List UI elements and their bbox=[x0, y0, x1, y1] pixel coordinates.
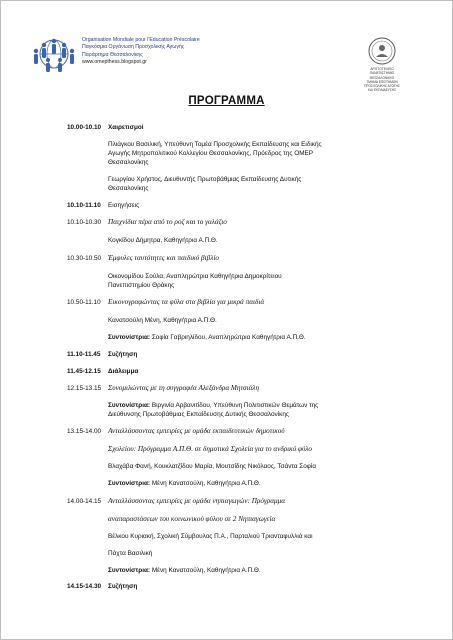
time-slot: 13.15-14.00 bbox=[67, 428, 102, 435]
university-line: ΤΜΗΜΑ ΕΠΙΣΤΗΜΩΝ bbox=[366, 79, 398, 84]
session-title: Χαιρετισμοί bbox=[108, 124, 144, 131]
speaker-line: Θεσσαλονίκης bbox=[108, 159, 149, 166]
moderator-line bbox=[108, 480, 261, 489]
speaker-line: Βλαχάβα Φανή, Κουκλατζίδου Μαρία, Μουτσίδης Νικόλαος, Τσάντα Σοφία bbox=[108, 463, 317, 470]
moderator-label: Συντονίστρια: bbox=[108, 567, 151, 574]
speaker-line: Οικονομίδου Σούλα, Αναπληρώτρια Καθηγήτρια Δημοκρίτειου bbox=[108, 273, 282, 280]
talk-title: αναπαραστάσεων του κοινωνικού φύλου σε 2 Νηπιαγωγεία bbox=[108, 515, 276, 523]
time-slot: 14.15-14.30 bbox=[67, 583, 102, 590]
session-title: Διάλειμμα bbox=[108, 368, 139, 375]
speaker-line: Γεωργίου Χρήστος, Διευθυντής Πρωτοβάθμιας Εκπαίδευσης Δυτικής bbox=[108, 176, 302, 183]
org-name-gr: Παγκόσμια Οργάνωση Προσχολικής Αγωγής bbox=[82, 44, 185, 51]
org-name-fr: Organisation Mondiale pour l'Education Préscolaire bbox=[82, 37, 200, 43]
moderator-line bbox=[108, 334, 306, 343]
time-slot: 11.10-11.45 bbox=[67, 351, 101, 358]
moderator-name: Μένη Κανατσούλη, Καθηγήτρια Α.Π.Θ. bbox=[151, 567, 261, 574]
speaker-line: Κογκίδου Δήμητρα, Καθηγήτρια Α.Π.Θ. bbox=[108, 237, 218, 244]
moderator-name: Βιργινία Αρβανιτίδου, Υπεύθυνη Πολιτιστικών Θεμάτων της bbox=[151, 402, 319, 409]
speaker-line: Διεύθυνσης Πρωτοβάθμιας Εκπαίδευσης Δυτικής Θεσσαλονίκης bbox=[108, 411, 289, 418]
page-title: ΠΡΟΓΡΑΜΜΑ bbox=[188, 95, 265, 107]
speaker-line: Βέλκου Κυριακή, Σχολική Σύμβουλος Π.Α., Παρταλιού Τριανταφυλλιά και bbox=[108, 533, 313, 540]
moderator-line bbox=[108, 402, 318, 411]
talk-title: Εικονογραφώντας τα φύλα στα βιβλία για μικρά παιδιά bbox=[108, 298, 265, 306]
talk-title: Παιχνίδια πέρα από το ροζ και το γαλάζιο bbox=[108, 218, 227, 226]
org-branch: Παράρτημα Θεσσαλονίκης bbox=[82, 51, 143, 58]
talk-title: Σχολείου: Πρόγραμμα Α.Π.Θ. σε δημοτικά Σχολεία για το ανδρικό φύλο bbox=[108, 445, 312, 453]
university-line: ΚΑΙ ΕΚΠΑΙΔΕΥΣΗΣ bbox=[367, 88, 397, 93]
speaker-line: Πάχτα Βασιλική bbox=[108, 550, 153, 557]
university-line: ΘΕΣΣΑΛΟΝΙΚΗΣ bbox=[369, 75, 395, 80]
time-slot: 10.10-10.30 bbox=[67, 219, 102, 226]
time-slot: 12.15-13.15 bbox=[67, 385, 102, 392]
speaker-line: Κανατσούλη Μένη, Καθηγήτρια Α.Π.Θ. bbox=[108, 317, 217, 324]
university-seal-icon bbox=[366, 36, 398, 66]
talk-title: Συνομιλώντας με τη συγγραφέα Αλεξάνδρα Μητσιάλη bbox=[108, 384, 260, 392]
time-slot: 11.45-12.15 bbox=[67, 368, 101, 375]
time-slot: 14.00-14.15 bbox=[67, 498, 102, 505]
session-title: Εισηγήσεις bbox=[108, 202, 140, 209]
moderator-line bbox=[108, 567, 261, 576]
organisation-info bbox=[82, 37, 200, 66]
time-slot: 10.30-10.50 bbox=[67, 255, 102, 262]
talk-title: Ανταλλάσσοντας εμπειρίες με ομάδα νηπιαγωγών: Πρόγραμμα bbox=[108, 497, 285, 505]
session-title: Συζήτηση bbox=[108, 351, 138, 358]
org-website-link[interactable]: www.omepthess.blogspot.gr bbox=[82, 58, 147, 65]
university-line: ΠΑΝΕΠΙΣΤΗΜΙΟ bbox=[369, 71, 395, 76]
moderator-name: Μένη Κανατσούλη, Καθηγήτρια Α.Π.Θ. bbox=[151, 480, 261, 487]
talk-title: Ανταλλάσσοντας εμπειρίες με ομάδα εκπαιδευτικών δημοτικού bbox=[108, 427, 285, 435]
moderator-label: Συντονίστρια: bbox=[108, 480, 151, 487]
moderator-label: Συντονίστρια: bbox=[108, 402, 151, 409]
speaker-line: Πανεπιστημίου Θράκης bbox=[108, 282, 175, 289]
university-info bbox=[353, 67, 411, 93]
speaker-line: Αγωγής Μητροπολιτικού Κολλεγίου Θεσσαλονίκης, Πρόεδρος της ΟΜΕΡ bbox=[108, 150, 314, 157]
omep-logo-icon bbox=[30, 34, 78, 74]
university-line: ΑΡΙΣΤΟΤΕΛΕΙΟ bbox=[370, 67, 394, 71]
university-line: ΠΡΟΣΧΟΛΙΚΗΣ ΑΓΩΓΗΣ bbox=[364, 84, 400, 89]
speaker-line: Πλιάγκου Βασιλική, Υπεύθυνη Τομέα Προσχολικής Εκπαίδευσης και Ειδικής bbox=[108, 141, 322, 148]
moderator-name: Σοφία Γαβριηλίδου, Αναπληρώτρια Καθηγήτρια Α.Π.Θ. bbox=[151, 334, 306, 341]
moderator-label: Συντονίστρια: bbox=[108, 334, 151, 341]
time-slot: 10.00-10.10 bbox=[67, 124, 102, 131]
talk-title: Έμφυλες ταυτότητες και παιδικό βιβλίο bbox=[108, 254, 219, 262]
time-slot: 10.10-11.10 bbox=[67, 202, 101, 209]
speaker-line: Θεσσαλονίκης bbox=[108, 185, 149, 192]
time-slot: 10.50-11.10 bbox=[67, 299, 101, 306]
session-title: Συζήτηση bbox=[108, 583, 138, 590]
